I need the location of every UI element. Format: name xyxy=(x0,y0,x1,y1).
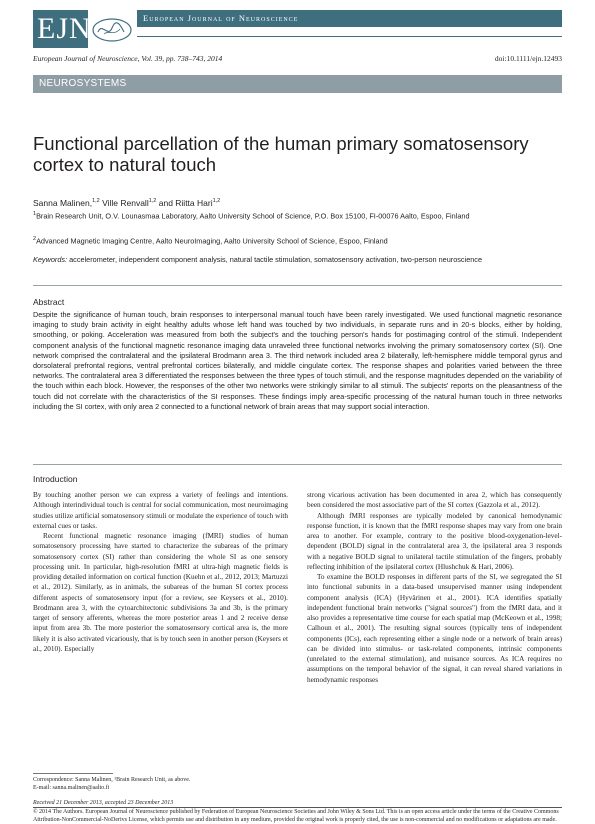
author-name: Sanna Malinen, xyxy=(33,198,93,208)
author-affiliation-marker: 1,2 xyxy=(148,198,157,205)
body-column-right xyxy=(307,490,562,685)
doi[interactable]: doi:10.1111/ejn.12493 xyxy=(494,54,562,63)
correspondence-footnote xyxy=(33,776,288,792)
section-band xyxy=(33,75,562,93)
fens-signature-icon xyxy=(90,16,134,44)
body-paragraph: strong vicarious activation has been documented in area 2, which has consequently been considered the most associative part of the SI cortex (Gazzola et al., 2012). xyxy=(307,491,562,510)
email[interactable]: E-mail: sanna.malinen@aalto.fi xyxy=(33,785,110,791)
journal-header xyxy=(33,10,562,48)
introduction-heading: Introduction xyxy=(33,474,78,484)
author-affiliation-marker: 1,2 xyxy=(92,198,100,205)
body-column-left xyxy=(33,490,288,654)
journal-logo xyxy=(33,10,92,48)
keywords xyxy=(33,255,553,265)
logo-text: EJN xyxy=(37,12,92,45)
journal-name-band xyxy=(137,10,562,27)
citation-line: European Journal of Neuroscience, Vol. 39, pp. 738–743, 2014 xyxy=(33,54,223,63)
affiliation-marker: 2 xyxy=(33,236,37,242)
body-paragraph: By touching another person we can express a variety of feelings and intentions. Although interindividual touch is central for social communication, most neuroimaging studies utilize artificial somatosensory stimuli or modulate the experience of touch with external cues or tasks. xyxy=(33,491,288,530)
abstract-text: Despite the significance of human touch, brain responses to interpersonal manual touch have been rarely investigated. We used functional magnetic resonance imaging to study brain activity in eight healthy adults whose left hand was touched by two individuals, in separate runs and in 20-s blocks, either by holding, smoothing, or poking. Acceleration was measured from both the subject's and the touching person's hands for postimaging control of the stimuli. Independent component analysis of the functional magnetic resonance imaging data unraveled three functional networks involving the primary somatosensory cortex (SI). One network comprised the contralateral and the ipsilateral Brodmann area 3. The third network included area 2 bilaterally, left-hemisphere middle temporal gyrus and dorsolateral prefrontal regions, ventral prefrontal cortices bilaterally, and middle cingulate cortex. The response shapes and polarities varied between the three networks. The contralateral area 3 differentiated the responses between the three types of touch stimuli, and the response magnitudes depended on the variability of the touch within each block. However, the responses of the other two networks were strikingly similar to all stimuli. The subjects' reports on the pleasantness of the touch did not correlate with the characteristics of the SI responses. These findings imply area-specific processing of the natural human touch in three networks including the SI cortex, with only area 2 connected to a functional network of brain areas that may support social interaction. xyxy=(33,310,562,411)
keywords-label: Keywords: xyxy=(33,255,68,264)
author-list xyxy=(33,198,220,208)
author-name: Ville Renvall xyxy=(99,198,149,208)
affiliation-marker: 1 xyxy=(33,211,37,217)
divider xyxy=(33,285,562,286)
footnote-rule xyxy=(33,773,113,774)
body-paragraph: Although fMRI responses are typically modeled by canonical hemodynamic response function, it is known that the fMRI response shapes may vary from one brain area to another. For example, contrary to the positive blood-oxygenation-level-dependent (BOLD) signal in the contralateral area 3, the ipsilateral area 3 responds with a negative BOLD signal to unilateral tactile stimulation of the fingers, probably reflecting inhibition of the ipsilateral cortex (Hlushchuk & Hari, 2006). xyxy=(307,511,562,571)
license-text: © 2014 The Authors. European Journal of Neuroscience published by Federation of European Neuroscience Societies and John Wiley & Sons Ltd. This is an open access article under the terms of the Creative Commons Attribution-NonCommercial-NoDerivs License, which permits use and distribution in any medium, provided the original work is properly cited, the use is non-commercial and no modifications or adaptations are made. xyxy=(33,809,559,823)
affiliation-text: Advanced Magnetic Imaging Centre, Aalto NeuroImaging, Aalto University School of Science, Espoo, Finland xyxy=(36,236,388,246)
affiliation-text: Brain Research Unit, O.V. Lounasmaa Laboratory, Aalto University School of Science, P.O. Box 15100, FI-00076 Aalto, Espoo, Finland xyxy=(36,211,470,221)
article-title: Functional parcellation of the human primary somatosensory cortex to natural touch xyxy=(33,133,529,175)
abstract-heading: Abstract xyxy=(33,297,65,307)
journal-name: European Journal of Neuroscience xyxy=(143,13,299,23)
received-dates: Received 21 December 2013, accepted 23 December 2013 xyxy=(33,800,174,806)
affiliation xyxy=(33,234,562,246)
body-paragraph: Recent functional magnetic resonance imaging (fMRI) studies of human somatosensory processing have started to characterize the subareas of the primary somatosensory cortex (SI) rather than considering the whole SI as one sensory processing unit. In particular, high-resolution fMRI at ultra-high magnetic fields is providing detailed information on cortical function (Kuehn et al., 2012, 2013; Martuzzi et al., 2012). Similarly, as in animals, the subareas of the human SI cortex process different aspects of somatosensory input (for a review, see Keysers et al., 2010). Brodmann area 3, with the cytoarchitectonic subdivisions 3a and 3b, is the primary target of sensory afferents, whereas the more posterior areas 1 and 2 receive dense input from area 3b. The more posterior the somatosensory cortical area is, the more likely it is also activated vicariously, that is by touch seen in another person (Keysers et al., 2010). Especially xyxy=(33,532,288,653)
header-rule xyxy=(137,36,562,37)
body-paragraph: To examine the BOLD responses in different parts of the SI, we segregated the SI into functional subunits in a data-based unsupervised manner using independent component analysis (ICA) (Hyvärinen et al., 2001). ICA identifies spatially independent functional brain networks ("signal sources") from the fMRI data, and it also provides a representative time course for each spatial map (McKeown et al., 1998; Calhoun et al., 2001). The resulting signal sources (typically tens of independent components (ICs), each representing either a single node or a network of brain areas) can be divided into stimulus- or task-related components, intrinsic components (unrelated to the external stimulation), and nuisance sources. As ICA requires no assumptions on the temporal behavior of the signal, it can reveal shared variations in hemodynamic responses xyxy=(307,573,562,684)
keywords-list: accelerometer, independent component analysis, natural tactile stimulation, somatosensory activation, two-person neuroscience xyxy=(69,255,483,264)
correspondence: Correspondence: Sanna Malinen, ¹Brain Research Unit, as above. xyxy=(33,777,191,783)
author-name: and Riitta Hari xyxy=(156,198,213,208)
divider xyxy=(33,464,562,465)
section-label: NEUROSYSTEMS xyxy=(39,78,127,89)
author-affiliation-marker: 1,2 xyxy=(212,198,221,205)
affiliation xyxy=(33,209,562,221)
